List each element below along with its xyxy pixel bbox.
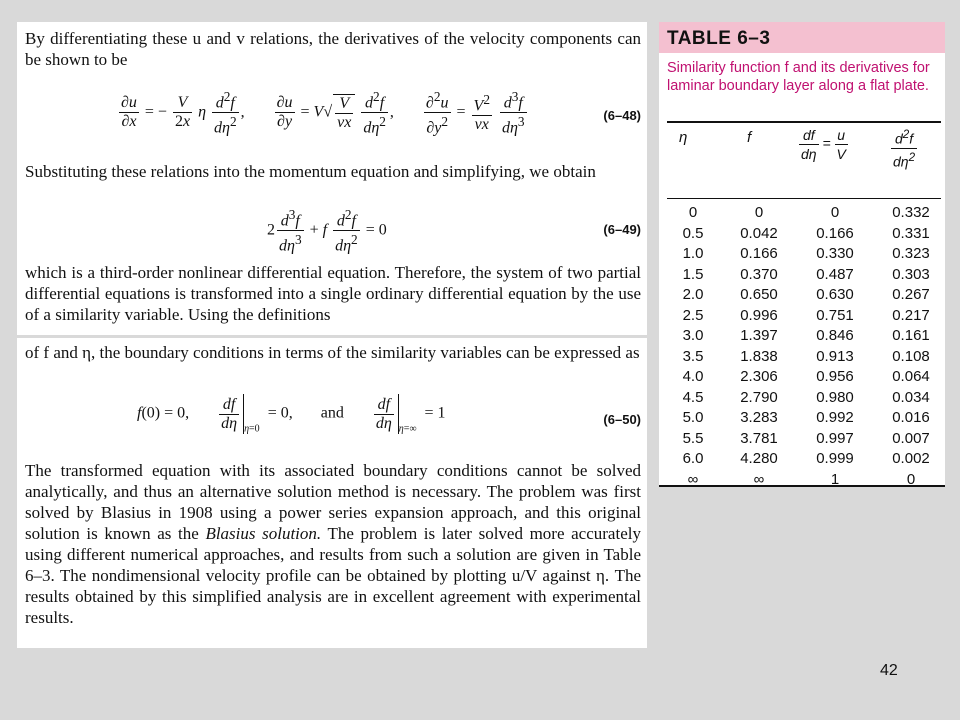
column-header-f: f [747, 129, 752, 146]
table-cell: 0.331 [892, 224, 930, 242]
table-cell: 0.650 [740, 286, 778, 303]
equation-number-6-48: (6–48) [603, 108, 641, 123]
table-cell: 0 [754, 204, 764, 221]
table-cell: 1.397 [740, 327, 778, 344]
table-body [667, 204, 941, 491]
paragraph-3: which is a third-order nonlinear differential equation. Therefore, the system of two partial differential equations is transformed into a single ordinary differential equation by the use of a similarity variable. Using the definitions [25, 263, 641, 324]
column-header-df: $\frac{df}{d\eta}$ = $\frac{u}{V}$ [801, 127, 846, 162]
table-cell: 4.0 [682, 368, 704, 385]
table-cell: 3.781 [740, 429, 778, 447]
table-title-band [659, 22, 945, 53]
table-cell: 0.034 [892, 388, 930, 406]
table-cell: 0.913 [816, 347, 854, 365]
table-cell: 0.5 [682, 224, 704, 242]
table-cell: 2.790 [740, 388, 778, 406]
table-cell: 0.323 [892, 245, 930, 262]
equation-6-48: $\frac{\partial u}{\partial x}$ = − $\frac{V}{2x}$ η $\frac{d^2f}{d\eta^2}$ , $\frac{\partial u}{\partial y}$ = V√ $\frac{V}{\nu x}$ $\frac{d^2f}{d\eta^2}$ , $\frac{\partial^2u}{\partial y^2}$ = $\frac{V^2}{\nu x}$ $\frac{d^3f}{d\eta^3}$ [121, 89, 525, 137]
table-row [667, 409, 941, 430]
table-cell: 5.0 [682, 409, 704, 426]
paragraph-5-emphasis: Blasius solution. [205, 524, 322, 543]
table-cell: 0 [688, 204, 698, 221]
table-cell: 0.370 [740, 265, 778, 283]
table-cell: ∞ [687, 470, 699, 488]
paragraph-5-end: The problem is later solved more accurately using different numerical approaches, and results from such a solution are given in Table 6–3. The nondimensional velocity profile can be obtained by plotting u/V against η. The results obtained by this simplified analysis are in excellent agreement with experimental results. [25, 524, 641, 627]
table-cell: 0.064 [892, 368, 930, 385]
table-cell: 3.283 [740, 409, 778, 426]
table-cell: 4.280 [740, 450, 778, 467]
table-cell: ∞ [753, 470, 765, 488]
table-cell: 0.108 [892, 347, 930, 365]
table-row [667, 266, 941, 287]
table-cell: 0.042 [740, 224, 778, 242]
table-rule-top [667, 121, 941, 123]
table-cell: 0.166 [740, 245, 778, 262]
page-number: 42 [880, 662, 898, 679]
table-caption: Similarity function f and its derivatives for laminar boundary layer along a flat plate. [667, 60, 930, 94]
table-row [667, 471, 941, 492]
equation-and-word: and [320, 404, 344, 422]
table-row [667, 368, 941, 389]
table-cell: 0.487 [816, 265, 854, 283]
table-row [667, 204, 941, 225]
table-cell: 0.980 [816, 388, 854, 406]
table-cell: 1.5 [682, 265, 704, 283]
table-cell: 0.161 [892, 327, 930, 344]
table-cell: 0.303 [892, 265, 930, 283]
table-cell: 0.997 [816, 429, 854, 447]
paragraph-5 [25, 460, 641, 628]
table-cell: 0 [830, 204, 840, 221]
table-row [667, 286, 941, 307]
table-cell: 0.016 [892, 409, 930, 426]
table-row [667, 348, 941, 369]
table-cell: 0.999 [816, 450, 854, 467]
text-panel-bottom [17, 338, 647, 648]
table-row [667, 450, 941, 471]
table-cell: 6.0 [682, 450, 704, 467]
table-cell: 0.002 [892, 450, 930, 467]
table-cell: 0.996 [740, 306, 778, 324]
table-row [667, 245, 941, 266]
table-cell: 5.5 [682, 429, 704, 447]
paragraph-1: By differentiating these u and v relations, the derivatives of the velocity components can be shown to be [25, 29, 641, 69]
table-cell: 0.956 [816, 368, 854, 385]
table-row [667, 327, 941, 348]
table-cell: 1.838 [740, 347, 778, 365]
table-cell: 1.0 [682, 245, 704, 262]
paragraph-2: Substituting these relations into the momentum equation and simplifying, we obtain [25, 162, 596, 181]
table-cell: 0.332 [892, 204, 930, 221]
table-rule-mid [667, 198, 941, 199]
table-title: TABLE 6–3 [667, 28, 771, 49]
column-header-d2f: $\frac{d^2f}{d\eta^2}$ [893, 128, 916, 170]
table-row [667, 389, 941, 410]
table-cell: 0.330 [816, 245, 854, 262]
table-6-3 [659, 22, 945, 487]
table-cell: 0.846 [816, 327, 854, 344]
equation-number-6-49: (6–49) [603, 222, 641, 237]
table-cell: 0.217 [892, 306, 930, 324]
table-cell: 0.007 [892, 429, 930, 447]
equation-6-49: 2 $\frac{d^3f}{d\eta^3}$ + f $\frac{d^2f}{d\eta^2}$ = 0 [267, 207, 387, 255]
table-cell: 2.0 [682, 286, 704, 303]
table-cell: 0.751 [816, 306, 854, 324]
table-cell: 3.0 [682, 327, 704, 344]
equation-6-50: f(0) = 0, $\frac{df}{d\eta}$ $_{\eta=0}$ = 0, and $\frac{df}{d\eta}$ $_{\eta=\infty}$ = 1 [137, 395, 446, 435]
table-cell: 0.630 [816, 286, 854, 303]
table-cell: 0.992 [816, 409, 854, 426]
table-row [667, 307, 941, 328]
text-panel-top [17, 22, 647, 335]
table-cell: 4.5 [682, 388, 704, 406]
column-header-eta: η [679, 129, 688, 146]
table-cell: 2.5 [682, 306, 704, 324]
table-cell: 1 [830, 470, 840, 488]
table-row [667, 225, 941, 246]
table-row [667, 430, 941, 451]
table-cell: 0.267 [892, 286, 930, 303]
table-cell: 3.5 [682, 347, 704, 365]
table-cell: 0.166 [816, 224, 854, 242]
equation-number-6-50: (6–50) [603, 412, 641, 427]
table-cell: 0 [906, 470, 916, 488]
paragraph-5-start: The transformed equation with its associated boundary conditions cannot be solved analytically, and thus an alternative solution method is necessary. The problem was first solved by Blasius in 1908 using a power series expansion approach, and this original solution is known as the [25, 461, 641, 543]
table-cell: 2.306 [740, 368, 778, 385]
paragraph-4: of f and η, the boundary conditions in terms of the similarity variables can be expressed as [25, 343, 640, 362]
